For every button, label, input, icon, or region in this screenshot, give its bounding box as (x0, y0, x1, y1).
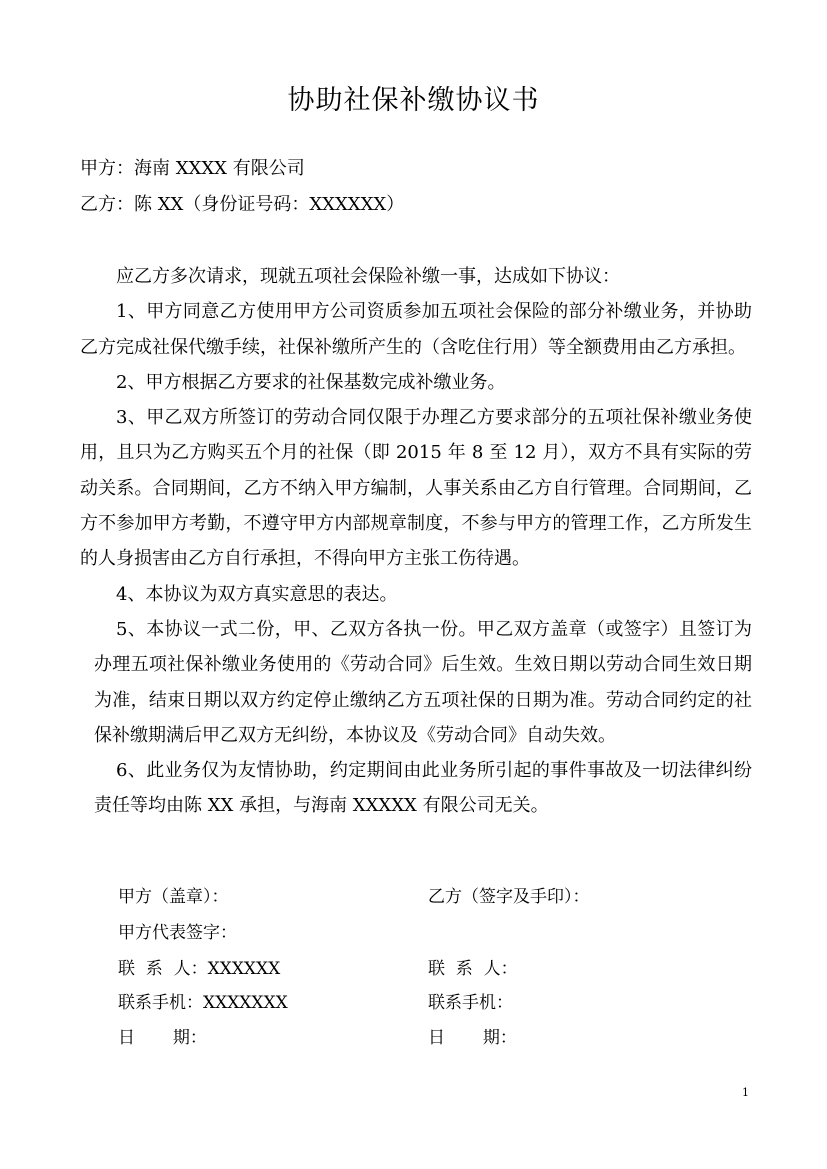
party-a-seal-label: 甲方（盖章）： (118, 887, 229, 907)
intro-paragraph: 应乙方多次请求，现就五项社会保险补缴一事，达成如下协议： (116, 266, 620, 287)
document-title: 协助社保补缴协议书 (287, 85, 540, 116)
page-number: 1 (742, 1086, 749, 1099)
party-b-contact: 联 系 人： (428, 959, 518, 979)
party-a-contact: 联 系 人：XXXXXX (118, 959, 281, 979)
clause-3: 3、甲乙双方所签订的劳动合同仅限于办理乙方要求部分的五项社保补缴业务使用，且只为乙方购买五个月的社保（即 2015 年 8 至 12 月），双方不具有实际的劳动关系。合同期间，乙方不纳入甲方编制，人事关系由乙方自行管理。合同期间，乙方不参加甲方考勤，不遵守甲方内部规章制度，不参与甲方的管理工作，乙方所发生的人身损害由乙方自行承担，不得向甲方主张工伤待遇。 (80, 407, 752, 570)
clause-5: 5、本协议一式二份，甲、乙双方各执一份。甲乙双方盖章（或签字）且签订为办理五项社保补缴业务使用的《劳动合同》后生效。生效日期以劳动合同生效日期为准，结束日期以双方约定停止缴纳乙方五项社保的日期为准。劳动合同约定的社保补缴期满后甲乙双方无纠纷，本协议及《劳动合同》自动失效。 (94, 618, 752, 746)
party-b-line: 乙方：陈 XX（身份证号码：XXXXXX） (80, 194, 405, 215)
party-b-phone: 联系手机： (428, 993, 513, 1013)
clause-2: 2、甲方根据乙方要求的社保基数完成补缴业务。 (116, 371, 506, 393)
clause-1: 1、甲方同意乙方使用甲方公司资质参加五项社会保险的部分补缴业务，并协助乙方完成社保代缴手续，社保补缴所产生的（含吃住行用）等全额费用由乙方承担。 (80, 301, 752, 358)
agreement-body (80, 259, 752, 824)
party-a-phone: 联系手机：XXXXXXX (118, 993, 288, 1013)
party-b-sign-label: 乙方（签字及手印）： (428, 887, 590, 907)
clause-6: 6、此业务仅为友情协助，约定期间由此业务所引起的事件事故及一切法律纠纷责任等均由陈 XX 承担，与海南 XXXXX 有限公司无关。 (94, 760, 752, 817)
party-a-line: 甲方：海南 XXXX 有限公司 (80, 158, 305, 179)
party-a-rep-label: 甲方代表签字： (118, 923, 237, 943)
party-b-date: 日 期： (428, 1028, 517, 1048)
party-a-date: 日 期： (118, 1028, 207, 1048)
clause-4: 4、本协议为双方真实意思的表达。 (116, 583, 398, 605)
